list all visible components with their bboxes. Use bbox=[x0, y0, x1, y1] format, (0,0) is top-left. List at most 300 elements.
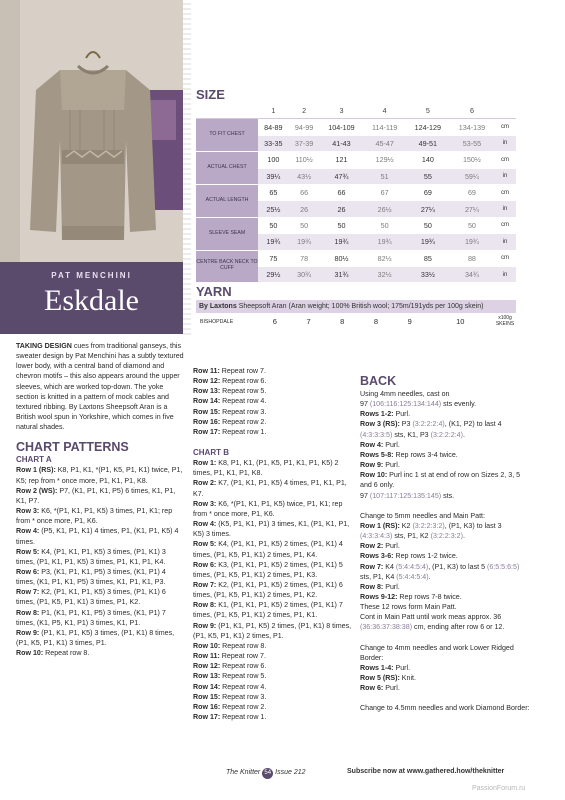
skein-count: 7 bbox=[306, 317, 311, 326]
text: , (P1, K3) to last 5 bbox=[428, 562, 487, 571]
row-label: Row 13: bbox=[193, 387, 221, 396]
measurement-value: 65 bbox=[258, 184, 289, 200]
back-row bbox=[360, 663, 530, 673]
row-instruction: K2, (P1, K1, P1, K5) 2 times, (P1, K1) 6 times, (P1, K5, P1, K1) 2 times, P1, K2. bbox=[193, 580, 343, 600]
pattern-row bbox=[16, 608, 184, 628]
row-label: Row 9: bbox=[193, 621, 217, 630]
row-label: Row 2: bbox=[360, 542, 384, 551]
yarn-brand: By Laxtons bbox=[199, 303, 237, 310]
chart-a-rows bbox=[16, 465, 184, 658]
row-instruction: K8, P1, K1, *(P1, K5, P1, K1) twice, P1, K5; rep from * once more, P1, K1, P1, K8. bbox=[16, 466, 183, 485]
measurement-value: 124-129 bbox=[406, 119, 450, 135]
skein-count: 10 bbox=[456, 317, 465, 326]
measurement-value: 19¾ bbox=[364, 234, 406, 250]
text: 97 bbox=[360, 400, 370, 409]
column-1 bbox=[16, 341, 184, 658]
row-instruction: Repeat row 4. bbox=[220, 682, 267, 691]
text: Purl. bbox=[383, 582, 400, 591]
measurement-value: 50 bbox=[319, 217, 363, 233]
row-label: Row 9: bbox=[16, 628, 40, 637]
pattern-row bbox=[193, 621, 353, 641]
row-label: Row 6: bbox=[193, 560, 217, 569]
row-label: Row 8: bbox=[360, 582, 384, 591]
unit-label: in bbox=[494, 234, 516, 250]
page-edge-decoration bbox=[183, 0, 191, 337]
pattern-row bbox=[193, 458, 353, 478]
measurement-value: 104-109 bbox=[319, 119, 363, 135]
measurement-label: ACTUAL CHEST bbox=[196, 152, 258, 185]
unit-label: in bbox=[494, 168, 516, 184]
row-instruction: Repeat row 6. bbox=[220, 662, 267, 671]
measurement-value: 66 bbox=[319, 184, 363, 200]
intro-lead: TAKING DESIGN bbox=[16, 342, 72, 350]
row-label: Row 7: bbox=[16, 588, 40, 597]
pattern-row bbox=[16, 648, 184, 658]
measurement-value: 30¾ bbox=[289, 266, 320, 282]
measurement-value: 19¾ bbox=[289, 234, 320, 250]
pattern-row bbox=[193, 661, 353, 671]
unit-label: cm bbox=[494, 152, 516, 168]
chart-b-rows bbox=[193, 458, 353, 722]
row-instruction: (P1, K1, P1, K5) 3 times, (P1, K1) 8 times, (P1, K5, P1, K1) 3 times, P1. bbox=[16, 628, 175, 648]
size-values: (3:2:2:2:4) bbox=[430, 430, 463, 439]
measurement-value: 27¼ bbox=[450, 201, 494, 217]
row-label: Row 4: bbox=[16, 527, 40, 536]
row-label: Row 15: bbox=[193, 692, 221, 701]
row-label: Row 16: bbox=[193, 417, 221, 426]
text: 97 bbox=[360, 491, 370, 500]
size-values: (3:2:2:3:2) bbox=[412, 521, 445, 530]
text: Purl. bbox=[393, 410, 411, 419]
row-instruction: P1, (K1, P1, K1, P5) 3 times, (K1, P1) 7 times, (K1, P5, K1, P1) 3 times, K1, P1. bbox=[16, 608, 166, 627]
measurement-value: 27¼ bbox=[406, 201, 450, 217]
row-label: Row 17: bbox=[193, 427, 221, 436]
measurement-value: 39¼ bbox=[258, 168, 289, 184]
text: K4 bbox=[383, 562, 396, 571]
measurement-value: 26 bbox=[289, 201, 320, 217]
size-number: 6 bbox=[450, 103, 494, 119]
measurement-value: 80½ bbox=[319, 250, 363, 266]
text: Purl. bbox=[393, 663, 411, 672]
row-instruction: K3, (P1, K1, P1, K5) 2 times, (P1, K1) 5 times, (P1, K5, P1, K1) 2 times, P1, K3. bbox=[193, 560, 343, 579]
size-values: (106:116:125:134:144) bbox=[369, 400, 442, 409]
text: . bbox=[462, 430, 465, 439]
row-instruction: Repeat row 2. bbox=[220, 702, 267, 711]
row-label: Row 14: bbox=[193, 397, 221, 406]
size-values: (3:2:2:2:4) bbox=[412, 420, 445, 429]
row-instruction: Repeat row 3. bbox=[220, 407, 267, 416]
measurement-value: 100 bbox=[258, 152, 289, 168]
measurement-value: 50 bbox=[364, 217, 406, 233]
row-label: Row 10: bbox=[360, 471, 388, 480]
pattern-row bbox=[193, 499, 353, 519]
text: Cont in Main Patt until work meas approx. 36 bbox=[360, 613, 502, 622]
back-row bbox=[360, 409, 530, 419]
text: cm, ending after row 6 or 12. bbox=[412, 623, 505, 632]
row-label: Row 7: bbox=[360, 562, 384, 571]
back-instruction: Change to 4mm needles and work Lower Ridged Border: bbox=[360, 643, 514, 662]
row-instruction: Repeat row 2. bbox=[220, 417, 267, 426]
pattern-row bbox=[16, 526, 184, 546]
back-row bbox=[360, 683, 530, 693]
pattern-row bbox=[193, 376, 353, 386]
back-instruction bbox=[360, 612, 530, 632]
size-values: (5:4:4:5:4) bbox=[395, 562, 429, 571]
pattern-title: Eskdale bbox=[44, 284, 139, 317]
unit-label: cm bbox=[494, 184, 516, 200]
text: sts evenly. bbox=[441, 400, 477, 409]
measurement-value: 55 bbox=[406, 168, 450, 184]
row-instruction: Repeat row 7. bbox=[219, 652, 266, 661]
measurement-value: 88 bbox=[450, 250, 494, 266]
pattern-row bbox=[193, 671, 353, 681]
row-label: Rows 9-12: bbox=[360, 592, 398, 601]
measurement-value: 33-35 bbox=[258, 135, 289, 151]
measurement-value: 50 bbox=[289, 217, 320, 233]
row-label: Row 8: bbox=[193, 601, 217, 610]
back-row bbox=[360, 673, 530, 683]
row-label: Row 4: bbox=[360, 440, 384, 449]
column-2 bbox=[193, 366, 353, 722]
pattern-row bbox=[193, 386, 353, 396]
skein-unit: x100g SKEINS bbox=[495, 315, 515, 327]
row-label: Row 12: bbox=[193, 662, 221, 671]
measurement-value: 53-55 bbox=[450, 135, 494, 151]
text: Purl. bbox=[383, 461, 400, 470]
measurement-value: 150½ bbox=[450, 152, 494, 168]
row-instruction: K7, (P1, K1, P1, K5) 4 times, P1, K1, P1, K7. bbox=[193, 479, 347, 498]
pattern-row bbox=[16, 547, 184, 567]
measurement-value: 129½ bbox=[364, 152, 406, 168]
measurement-value: 59¼ bbox=[450, 168, 494, 184]
measurement-value: 31¾ bbox=[319, 266, 363, 282]
measurement-value: 19¾ bbox=[319, 234, 363, 250]
text: Rep rows 3-4 twice. bbox=[393, 450, 458, 459]
row-instruction: Repeat row 3. bbox=[220, 692, 267, 701]
back-row bbox=[360, 521, 530, 541]
size-number-row bbox=[196, 103, 516, 119]
footer-magazine bbox=[226, 768, 306, 779]
pattern-row bbox=[193, 519, 353, 539]
row-label: Row 10: bbox=[16, 649, 44, 658]
row-label: Row 12: bbox=[193, 377, 221, 386]
size-values: (4:3:3:3:5) bbox=[360, 430, 393, 439]
row-label: Row 4: bbox=[193, 520, 217, 529]
measurement-value: 50 bbox=[450, 217, 494, 233]
back-row bbox=[360, 592, 530, 602]
back-row bbox=[360, 450, 530, 460]
measurement-value: 49-51 bbox=[406, 135, 450, 151]
row-label: Row 8: bbox=[16, 608, 40, 617]
row-label: Row 11: bbox=[193, 652, 220, 661]
measurement-value: 34¾ bbox=[450, 266, 494, 282]
pattern-row bbox=[193, 539, 353, 559]
back-instruction: Change to 5mm needles and Main Patt: bbox=[360, 511, 486, 520]
pattern-row bbox=[193, 478, 353, 498]
measurement-value: 50 bbox=[406, 217, 450, 233]
unit-label: in bbox=[494, 266, 516, 282]
measurement-value: 50 bbox=[258, 217, 289, 233]
row-instruction: K8, P1, K1, (P1, K5, P1, K1, P1, K5) 2 times, P1, K1, P1, K8. bbox=[193, 459, 339, 478]
row-label: Row 1 (RS): bbox=[16, 466, 56, 475]
pattern-row bbox=[193, 702, 353, 712]
issue-number: Issue 212 bbox=[275, 769, 306, 776]
measurement-value: 51 bbox=[364, 168, 406, 184]
measurement-value: 41-43 bbox=[319, 135, 363, 151]
row-label: Row 3: bbox=[16, 507, 40, 516]
measurement-value: 84-89 bbox=[258, 119, 289, 135]
intro-text: cues from traditional ganseys, this sweater design by Pat Menchini has a subtly textured lower body, with a central band of diamond and chevron motifs – this also appears around the upper sleeves, which are worked top-down. The yoke section is knitted in a pattern of mock cables and textured ribbing. By Laxtons Sheepsoft Aran is a British wool spun in Yorkshire, which comes in five natural shades. bbox=[16, 342, 184, 432]
size-number: 2 bbox=[289, 103, 320, 119]
row-instruction: Repeat row 6. bbox=[220, 377, 267, 386]
size-values: (36:36:37:38:38) bbox=[360, 623, 413, 632]
chart-a-heading: CHART A bbox=[16, 455, 52, 465]
pattern-row bbox=[193, 692, 353, 702]
row-label: Row 11: bbox=[193, 367, 220, 375]
back-row bbox=[360, 562, 530, 582]
row-label: Row 3: bbox=[193, 499, 217, 508]
size-heading: SIZE bbox=[196, 87, 225, 102]
measurement-value: 19¾ bbox=[406, 234, 450, 250]
measurement-value: 47¾ bbox=[319, 168, 363, 184]
text: sts, P1, K4 bbox=[360, 572, 397, 581]
row-instruction: Repeat row 8. bbox=[220, 641, 267, 650]
chart-patterns-heading: CHART PATTERNS bbox=[16, 440, 129, 455]
row-instruction: (K5, P1, K1, P1) 3 times, K1, (P1, K1, P1, K5) 3 times. bbox=[193, 520, 350, 539]
row-label: Rows 1-4: bbox=[360, 663, 394, 672]
text: sts. bbox=[441, 491, 455, 500]
skein-count: 9 bbox=[407, 317, 412, 326]
size-row-cm bbox=[196, 184, 516, 200]
row-label: Row 15: bbox=[193, 407, 221, 416]
size-values: (4:3:3:4:3) bbox=[360, 532, 393, 541]
pattern-row bbox=[16, 486, 184, 506]
page-footer bbox=[0, 768, 565, 782]
row-label: Row 1: bbox=[193, 459, 217, 468]
row-label: Row 16: bbox=[193, 702, 221, 711]
size-row-cm bbox=[196, 152, 516, 168]
sweater-photo bbox=[0, 0, 183, 262]
pattern-row bbox=[16, 587, 184, 607]
pattern-row bbox=[193, 407, 353, 417]
row-instruction: Repeat row 5. bbox=[220, 672, 267, 681]
pattern-row bbox=[193, 366, 353, 376]
row-instruction: P7, (K1, P1, K1, P5) 6 times, K1, P1, K1, P7. bbox=[16, 486, 176, 505]
pattern-row bbox=[16, 465, 184, 485]
measurement-value: 75 bbox=[258, 250, 289, 266]
row-label: Row 5: bbox=[193, 540, 217, 549]
size-number: 5 bbox=[406, 103, 450, 119]
text: . bbox=[462, 532, 465, 541]
measurement-value: 140 bbox=[406, 152, 450, 168]
measurement-value: 32½ bbox=[364, 266, 406, 282]
back-instruction: Change to 4.5mm needles and work Diamond Border: bbox=[360, 704, 530, 713]
back-row bbox=[360, 460, 530, 470]
yarn-table bbox=[196, 314, 516, 329]
row-label: Rows 1-2: bbox=[360, 410, 394, 419]
row-label: Row 2: bbox=[193, 479, 217, 488]
unit-label: in bbox=[494, 201, 516, 217]
back-row bbox=[360, 551, 530, 561]
text: Purl inc 1 st at end of row on Sizes 2, 3, 5 and 6 only. bbox=[360, 471, 521, 490]
row-label: Row 5: bbox=[16, 547, 40, 556]
row-instruction: K4, (P1, K1, P1, K5) 2 times, (P1, K1) 4 times, (P1, K5, P1, K1) 2 times, P1, K4. bbox=[193, 540, 343, 559]
back-row bbox=[360, 582, 530, 592]
measurement-label: TO FIT CHEST bbox=[196, 119, 258, 152]
measurement-value: 26½ bbox=[364, 201, 406, 217]
row-instruction: P3, (K1, P1, K1, P5) 3 times, (K1, P1) 4 times, (K1, P1, K1, P5) 3 times, K1, P1, K1, P3. bbox=[16, 567, 166, 587]
measurement-value: 66 bbox=[289, 184, 320, 200]
measurement-value: 26 bbox=[319, 201, 363, 217]
row-label: Row 5 (RS): bbox=[360, 674, 400, 683]
size-row-cm bbox=[196, 217, 516, 233]
pattern-row bbox=[193, 396, 353, 406]
measurement-value: 69 bbox=[406, 184, 450, 200]
title-band bbox=[0, 262, 183, 334]
row-instruction: K6, *(P1, K1, P1, K5) 3 times, P1, K1; rep from * once more, P1, K6. bbox=[16, 507, 173, 526]
measurement-value: 25½ bbox=[258, 201, 289, 217]
back-row bbox=[360, 470, 530, 500]
row-label: Row 1 (RS): bbox=[360, 521, 400, 530]
yarn-heading: YARN bbox=[196, 284, 232, 299]
measurement-value: 33½ bbox=[406, 266, 450, 282]
watermark: PassionForum.ru bbox=[472, 785, 526, 792]
pattern-row bbox=[193, 641, 353, 651]
measurement-value: 37-39 bbox=[289, 135, 320, 151]
pattern-row bbox=[193, 651, 353, 661]
row-instruction: (P1, K1, P1, K5) 2 times, (P1, K1) 8 times, (P1, K5, P1, K1) 2 times, P1. bbox=[193, 621, 352, 640]
measurement-value: 94-99 bbox=[289, 119, 320, 135]
measurement-value: 19¾ bbox=[450, 234, 494, 250]
measurement-value: 29½ bbox=[258, 266, 289, 282]
text: Purl. bbox=[383, 684, 400, 693]
skein-count: 8 bbox=[373, 317, 379, 326]
measurement-label: SLEEVE SEAM bbox=[196, 217, 258, 250]
row-label: Row 14: bbox=[193, 682, 221, 691]
unit-label: cm bbox=[494, 217, 516, 233]
yarn-details: Sheepsoft Aran (Aran weight; 100% British wool; 175m/191yds per 100g skein) bbox=[238, 303, 484, 310]
size-table bbox=[196, 103, 516, 283]
back-instruction: These 12 rows form Main Patt. bbox=[360, 603, 457, 612]
measurement-value: 45-47 bbox=[364, 135, 406, 151]
magazine-name: The Knitter bbox=[226, 769, 261, 776]
column-3 bbox=[360, 374, 530, 714]
row-label: Row 13: bbox=[193, 672, 221, 681]
row-instruction: K6, *(P1, K1, P1, K5) twice, P1, K1; rep from * once more, P1, K6. bbox=[193, 499, 343, 518]
text: sts, P1, K2 bbox=[392, 532, 431, 541]
pattern-row bbox=[16, 628, 184, 648]
row-label: Rows 3-6: bbox=[360, 552, 394, 561]
row-label: Row 6: bbox=[360, 684, 384, 693]
size-values: (3:2:2:3:2) bbox=[430, 532, 463, 541]
text: Purl. bbox=[383, 542, 400, 551]
measurement-value: 82½ bbox=[364, 250, 406, 266]
measurement-value: 134-139 bbox=[450, 119, 494, 135]
measurement-value: 85 bbox=[406, 250, 450, 266]
row-instruction: Repeat row 7. bbox=[219, 367, 266, 375]
pattern-row bbox=[193, 417, 353, 427]
row-instruction: K2, (P1, K1, P1, K5) 3 times, (P1, K1) 6 times, (P1, K5, P1, K1) 3 times, P1, K2. bbox=[16, 588, 166, 607]
row-instruction: Repeat row 8. bbox=[43, 649, 90, 658]
measurement-value: 67 bbox=[364, 184, 406, 200]
back-row bbox=[360, 419, 530, 439]
pattern-row bbox=[16, 567, 184, 587]
pattern-row bbox=[16, 506, 184, 526]
size-number: 4 bbox=[364, 103, 406, 119]
row-label: Row 3 (RS): bbox=[360, 420, 400, 429]
text: , (P1, K3) to last 3 bbox=[444, 521, 502, 530]
row-label: Row 17: bbox=[193, 713, 221, 721]
measurement-value: 78 bbox=[289, 250, 320, 266]
unit-label: cm bbox=[494, 250, 516, 266]
row-instruction: K1, (P1, K1, P1, K5) 2 times, (P1, K1) 7 times, (P1, K5, P1, K1) 2 times, P1, K1. bbox=[193, 601, 343, 620]
row-label: Row 6: bbox=[16, 567, 40, 576]
text: Rep rows 7-8 twice. bbox=[397, 592, 462, 601]
row-label: Row 7: bbox=[193, 580, 217, 589]
back-row bbox=[360, 440, 530, 450]
row-instruction: Repeat row 1. bbox=[220, 427, 267, 436]
back-row bbox=[360, 541, 530, 551]
blank-cell bbox=[494, 103, 516, 119]
size-values: (5:4:4:5:4) bbox=[396, 572, 429, 581]
size-number: 1 bbox=[258, 103, 289, 119]
row-instruction: Repeat row 5. bbox=[220, 387, 267, 396]
row-instruction: Repeat row 4. bbox=[220, 397, 267, 406]
row-instruction: Repeat row 1. bbox=[220, 713, 267, 721]
yarn-description bbox=[196, 300, 516, 313]
intro-paragraph bbox=[16, 341, 184, 432]
row-instruction: (P5, K1, P1, K1) 4 times, P1, (K1, P1, K5) 4 times. bbox=[16, 527, 179, 546]
text: , (K1, P2) to last 4 bbox=[444, 420, 502, 429]
back-cast-on bbox=[360, 389, 530, 409]
text: Purl. bbox=[383, 440, 400, 449]
blank-cell bbox=[196, 103, 258, 119]
pattern-row bbox=[193, 427, 353, 437]
text: Rep rows 1-2 twice. bbox=[393, 552, 458, 561]
size-row-cm bbox=[196, 250, 516, 266]
sweater-illustration bbox=[0, 0, 183, 262]
pattern-row bbox=[193, 682, 353, 692]
measurement-value: 110½ bbox=[289, 152, 320, 168]
text: Using 4mm needles, cast on bbox=[360, 390, 450, 398]
size-values: (6:5:5:6:5) bbox=[486, 562, 520, 571]
text: sts, K1, P3 bbox=[392, 430, 431, 439]
shade-name: BISHOPDALE bbox=[200, 318, 234, 325]
size-values: (107:117:125:135:145) bbox=[369, 491, 442, 500]
row-label: Row 9: bbox=[360, 461, 384, 470]
text: K2 bbox=[399, 521, 413, 530]
size-row-cm bbox=[196, 119, 516, 135]
row-label: Row 10: bbox=[193, 641, 221, 650]
measurement-value: 121 bbox=[319, 152, 363, 168]
back-heading: BACK bbox=[360, 374, 397, 388]
subscribe-link[interactable]: Subscribe now at www.gathered.how/theknitter bbox=[347, 768, 505, 775]
page-number: 54 bbox=[262, 768, 273, 779]
designer-name: PAT MENCHINI bbox=[51, 271, 132, 280]
unit-label: in bbox=[494, 135, 516, 151]
measurement-value: 19¾ bbox=[258, 234, 289, 250]
pattern-row bbox=[193, 580, 353, 600]
measurement-label: CENTRE BACK NECK TO CUFF bbox=[196, 250, 258, 283]
text: Knit. bbox=[399, 674, 416, 683]
skein-count: 6 bbox=[272, 317, 277, 326]
measurement-value: 114-119 bbox=[364, 119, 406, 135]
pattern-row bbox=[193, 712, 353, 722]
chart-a-rows-continued bbox=[193, 366, 353, 437]
pattern-row bbox=[193, 560, 353, 580]
measurement-value: 69 bbox=[450, 184, 494, 200]
row-instruction: K4, (P1, K1, P1, K5) 3 times, (P1, K1) 3 times, (P1, K1, P1, K5) 3 times, P1, K1, P1, K4. bbox=[16, 547, 166, 566]
